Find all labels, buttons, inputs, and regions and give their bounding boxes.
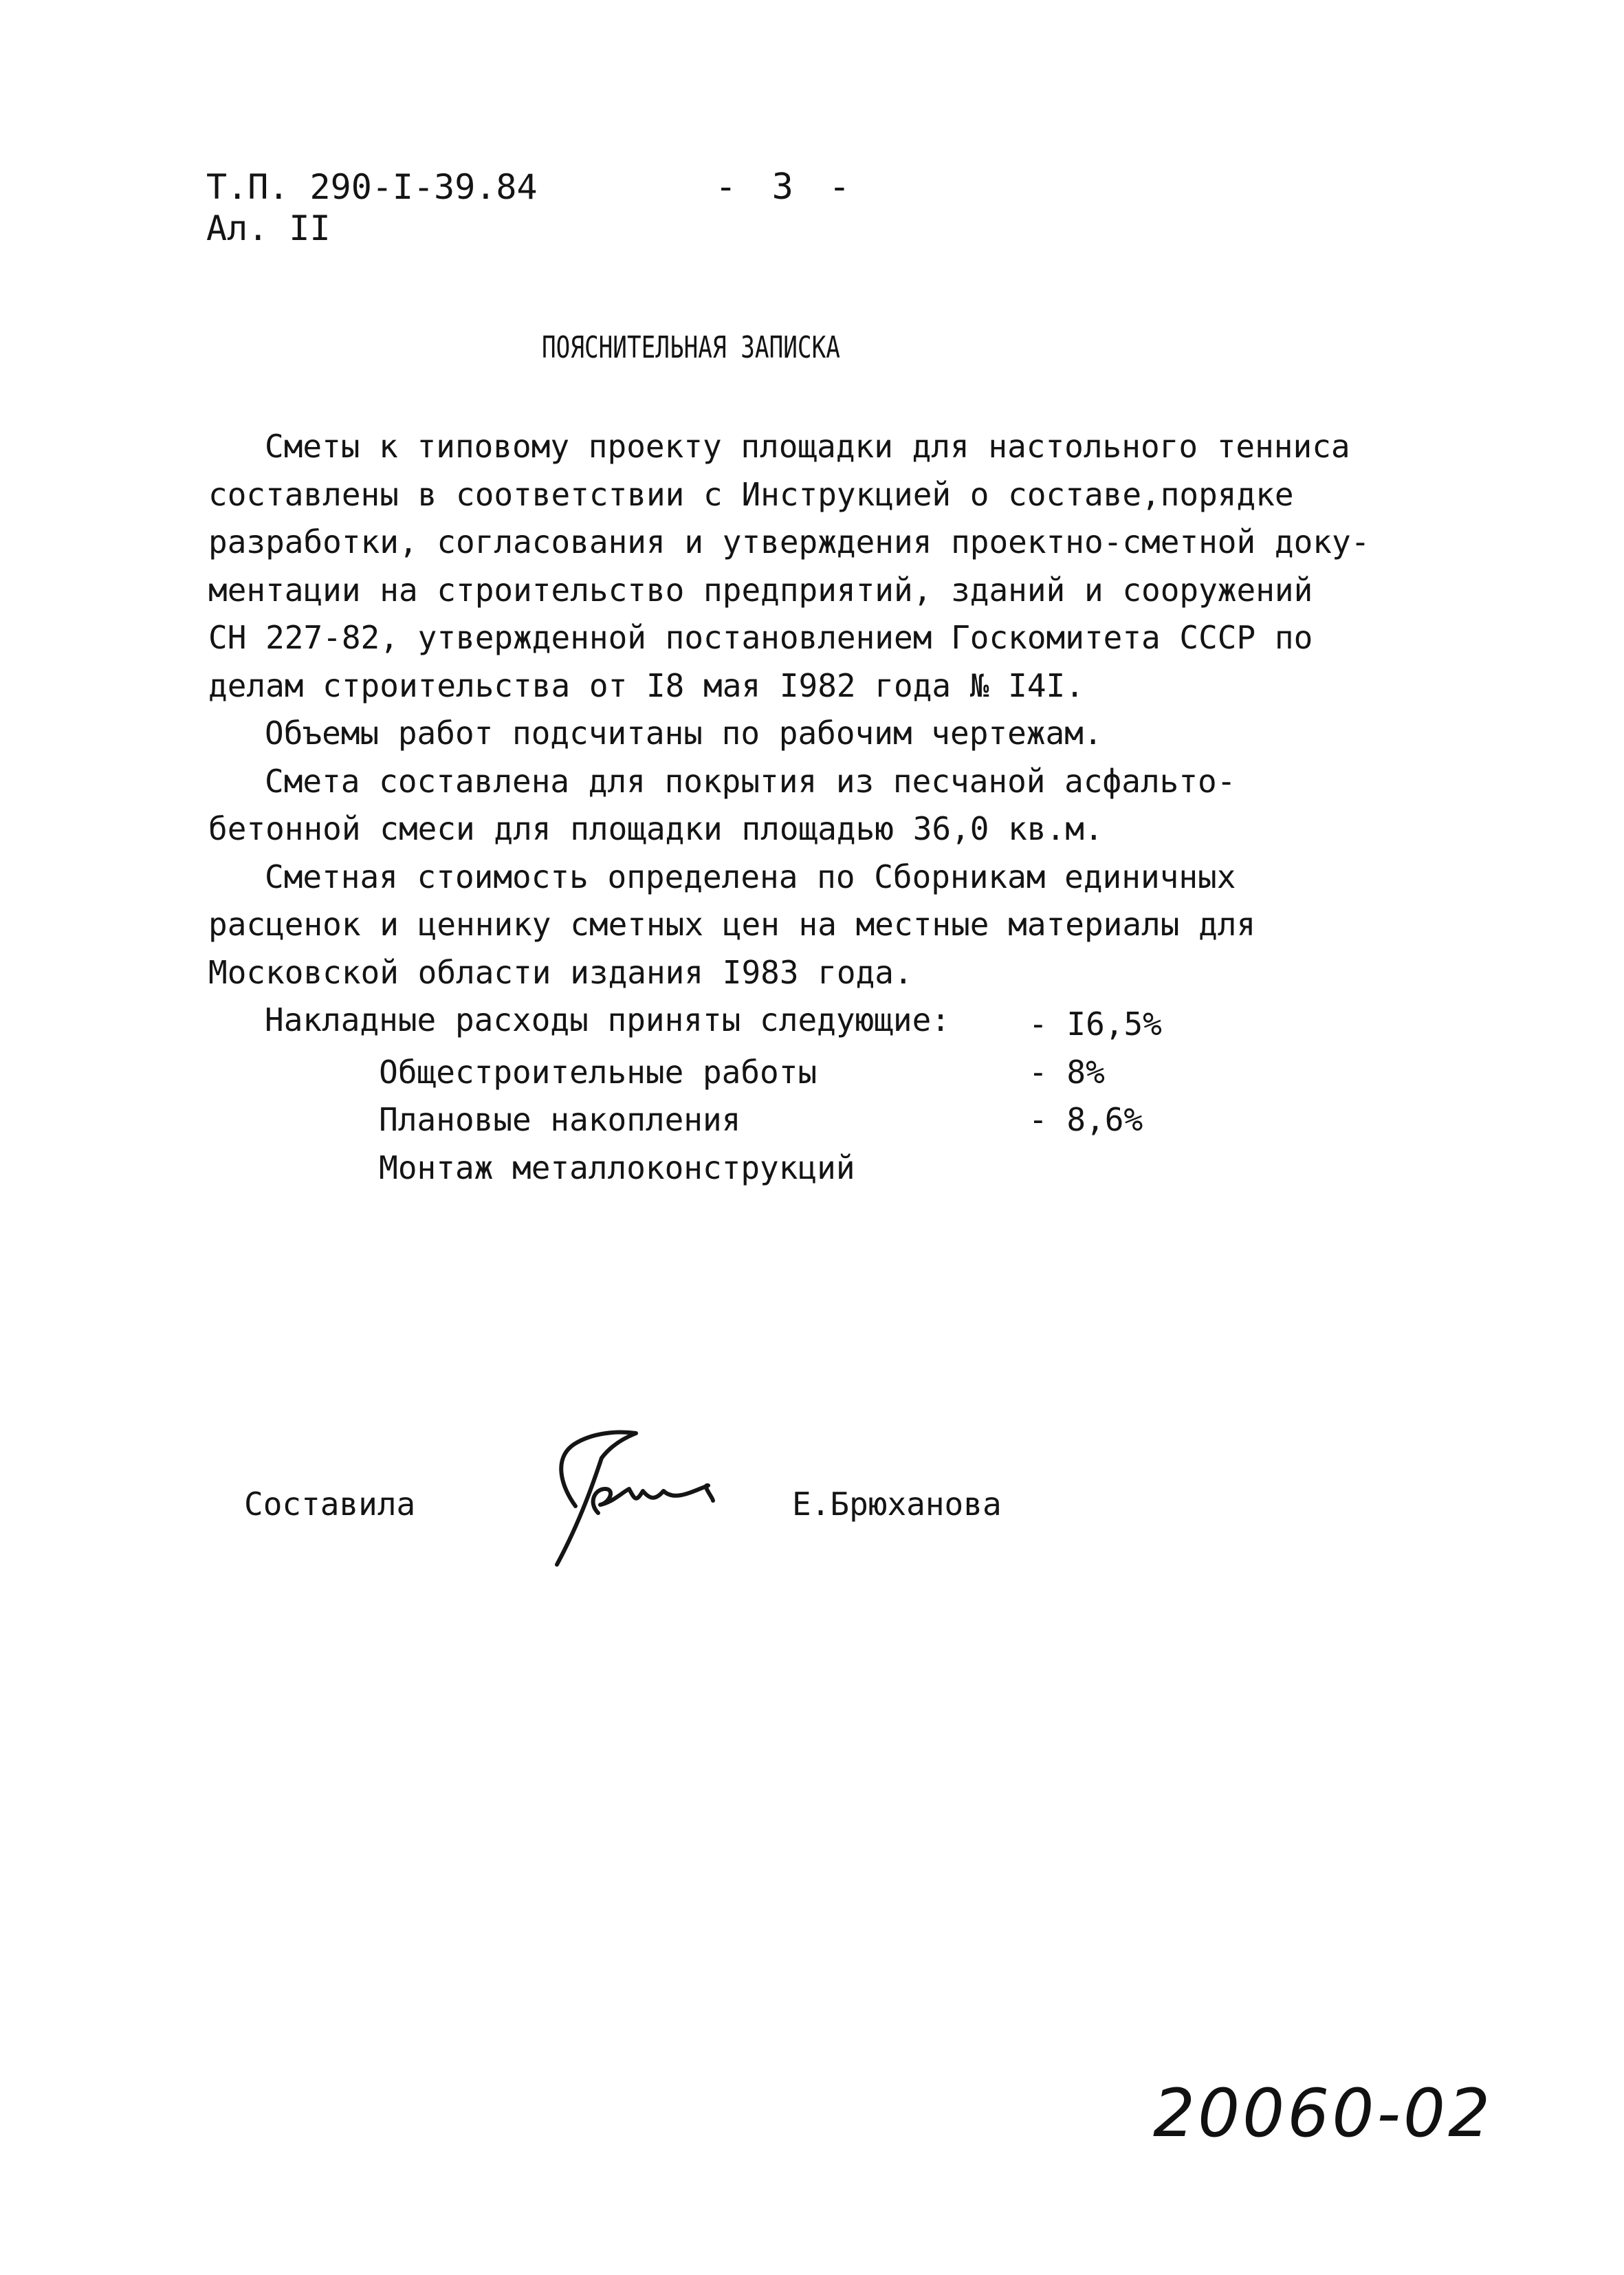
overhead-rates-list	[265, 1001, 1227, 1186]
text-line: ментации на строительство предприятий, зданий и сооружений	[208, 571, 1313, 609]
overhead-label: Плановые накопления	[379, 1101, 741, 1138]
text-line: разработки, согласования и утверждения проектно-сметной доку-	[208, 523, 1370, 560]
archive-number: 20060-02	[1153, 2075, 1493, 2152]
text-line: делам строительства от I8 мая I982 года № I4I.	[208, 666, 1084, 704]
overhead-value: - 8,6%	[1029, 1101, 1143, 1138]
overhead-value: - I6,5%	[1029, 1005, 1162, 1043]
compiled-by-label: Составила	[244, 1485, 416, 1523]
document-title: ПОЯСНИТЕЛЬНАЯ ЗАПИСКА	[542, 330, 840, 365]
overhead-label: Монтаж металлоконструкций	[379, 1149, 855, 1186]
explanatory-text	[208, 423, 1460, 1045]
page-number: - 3 -	[715, 166, 857, 208]
text-line: Накладные расходы приняты следующие:	[265, 1001, 950, 1038]
project-code: Т.П. 290-I-39.84	[206, 167, 538, 207]
text-line: составлены в соответствии с Инструкцией о составе,порядке	[208, 475, 1294, 513]
overhead-item	[265, 1096, 1227, 1186]
signer-name: Е.Брюханова	[792, 1485, 1002, 1523]
text-line: расценок и ценнику сметных цен на местные материалы для	[208, 906, 1256, 943]
text-line: Смета составлена для покрытия из песчаной асфальто-	[265, 762, 1236, 800]
overhead-label: Общестроительные работы	[379, 1053, 818, 1091]
text-line: СН 227-82, утвержденной постановлением Госкомитета СССР по	[208, 619, 1313, 656]
overhead-value: - 8%	[1029, 1053, 1105, 1091]
handwritten-signature	[533, 1424, 725, 1582]
album-number: Ал. II	[206, 208, 331, 248]
text-line: Московской области издания I983 года.	[208, 953, 913, 991]
overhead-item	[265, 1001, 1227, 1091]
text-line: Сметы к типовому проекту площадки для настольного тенниса	[265, 428, 1350, 465]
text-line: Объемы работ подсчитаны по рабочим чертежам.	[265, 715, 1103, 752]
text-line: бетонной смеси для площадки площадью 36,0 кв.м.	[208, 810, 1104, 847]
text-line: Сметная стоимость определена по Сборникам единичных	[265, 858, 1236, 895]
